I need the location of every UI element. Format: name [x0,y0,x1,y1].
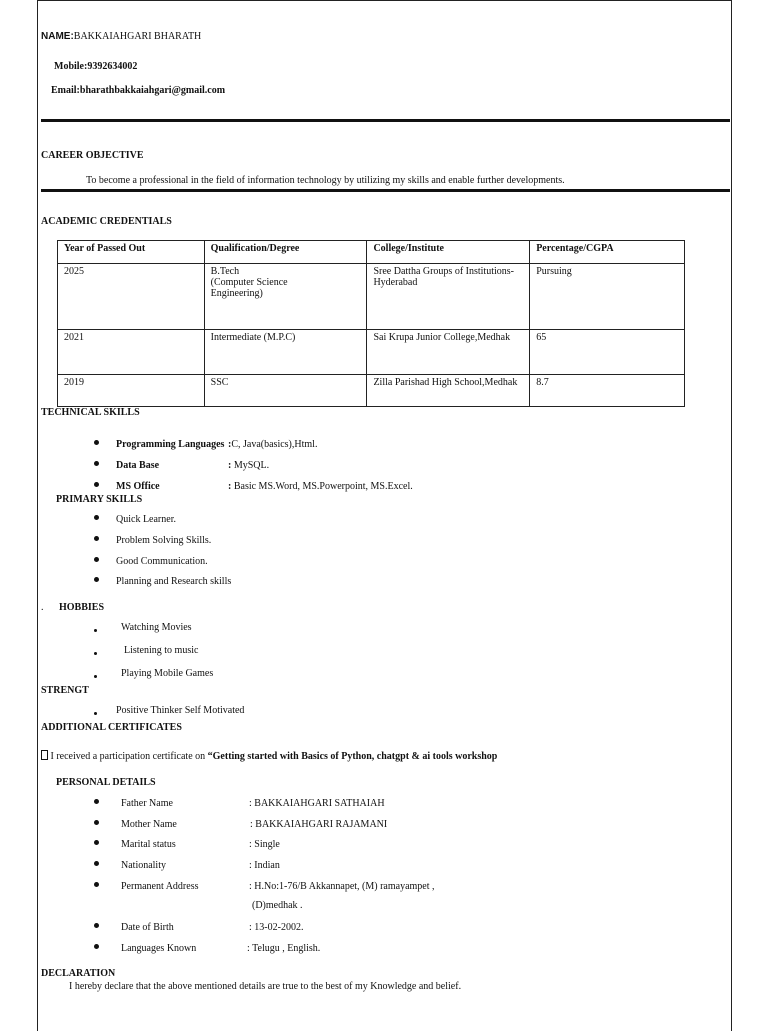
table-cell: Zilla Parishad High School,Medhak [367,375,530,407]
skill-separator: : [228,481,232,492]
skill-separator: : [228,460,232,471]
skill-separator: : [228,439,232,450]
detail-value-continued: (D)medhak . [252,900,303,911]
column-header: Year of Passed Out [58,241,205,264]
detail-value: : Telugu , English. [247,943,321,954]
strength-heading: STRENGT [41,685,89,696]
bullet-icon [94,515,99,520]
certificate-text: I received a participation certificate on [48,751,208,762]
column-header: College/Institute [367,241,530,264]
missing-glyph-icon [41,750,48,760]
list-item: Problem Solving Skills. [116,535,212,546]
bullet-icon [94,861,99,866]
bullet-icon [94,440,99,445]
table-row [58,330,685,375]
certificate-title: “Getting started with Basics of Python, chatgpt & ai tools workshop [207,751,498,762]
skill-value [228,481,413,492]
divider [41,189,730,192]
detail-value: : Single [249,839,280,850]
list-item: Good Communication. [116,556,208,567]
skill-value-text: Basic MS.Word, MS.Powerpoint, MS.Excel. [231,481,413,492]
table-cell: SSC [204,375,367,407]
bullet-icon [94,557,99,562]
detail-value: : BAKKAIAHGARI SATHAIAH [249,798,385,809]
academic-table [57,240,685,407]
skill-value [228,439,317,450]
bullet-icon [94,923,99,928]
skill-value-text: C, Java(basics),Html. [231,439,318,450]
detail-value: : H.No:1-76/B Akkannapet, (M) ramayampet , [249,881,435,892]
career-heading: CAREER OBJECTIVE [41,150,144,161]
bullet-icon [94,577,99,582]
bullet-icon [94,712,97,715]
table-cell: Pursuing [530,264,685,330]
career-text: To become a professional in the field of information technology by utilizing my skills and enable further developments. [86,175,565,186]
bullet-icon [94,536,99,541]
certificate-line [41,750,497,762]
table-cell: Intermediate (M.P.C) [204,330,367,375]
table-row [58,375,685,407]
table-cell: Sai Krupa Junior College,Medhak [367,330,530,375]
detail-label: Nationality [121,860,166,871]
table-row [58,264,685,330]
divider [41,119,730,122]
skill-label: Programming Languages [116,439,225,450]
detail-value: : Indian [249,860,280,871]
name-label: NAME: [41,31,74,42]
bullet-icon [94,482,99,487]
column-header: Qualification/Degree [204,241,367,264]
detail-label: Mother Name [121,819,177,830]
detail-value: : 13-02-2002. [249,922,304,933]
bullet-icon [94,652,97,655]
detail-label: Date of Birth [121,922,174,933]
detail-label: Marital status [121,839,176,850]
table-cell: 2025 [58,264,205,330]
table-cell: Sree Dattha Groups of Institutions- Hyderabad [367,264,530,330]
bullet-icon [94,882,99,887]
academic-heading: ACADEMIC CREDENTIALS [41,216,172,227]
name-line [41,31,201,42]
table-cell: B.Tech (Computer Science Engineering) [204,264,367,330]
stray-dot: . [41,602,44,613]
detail-label: Languages Known [121,943,197,954]
skill-value-text: MySQL. [231,460,270,471]
detail-label: Permanent Address [121,881,199,892]
skill-value [228,460,269,471]
skill-label: Data Base [116,460,160,471]
bullet-icon [94,944,99,949]
list-item: Playing Mobile Games [121,668,214,679]
bullet-icon [94,840,99,845]
list-item: Listening to music [124,645,199,656]
list-item: Watching Movies [121,622,192,633]
mobile: Mobile:9392634002 [54,61,138,72]
declaration-text: I hereby declare that the above mentioned details are true to the best of my Knowledge and belief. [69,981,462,992]
bullet-icon [94,675,97,678]
technical-heading: TECHNICAL SKILLS [41,407,140,418]
bullet-icon [94,629,97,632]
personal-heading: PERSONAL DETAILS [56,777,156,788]
certificates-heading: ADDITIONAL CERTIFICATES [41,722,182,733]
email: Email:bharathbakkaiahgari@gmail.com [51,85,226,96]
table-header-row [58,241,685,264]
table-cell: 65 [530,330,685,375]
hobbies-heading: HOBBIES [59,602,105,613]
bullet-icon [94,799,99,804]
bullet-icon [94,461,99,466]
column-header: Percentage/CGPA [530,241,685,264]
name-value: BAKKAIAHGARI BHARATH [73,31,202,42]
list-item: Planning and Research skills [116,576,232,587]
table-cell: 2019 [58,375,205,407]
bullet-icon [94,820,99,825]
primary-heading: PRIMARY SKILLS [56,494,143,505]
list-item: Quick Learner. [116,514,176,525]
table-cell: 2021 [58,330,205,375]
detail-label: Father Name [121,798,173,809]
list-item: Positive Thinker Self Motivated [116,705,245,716]
detail-value: : BAKKAIAHGARI RAJAMANI [250,819,388,830]
declaration-heading: DECLARATION [41,968,116,979]
table-cell: 8.7 [530,375,685,407]
skill-label: MS Office [116,481,160,492]
